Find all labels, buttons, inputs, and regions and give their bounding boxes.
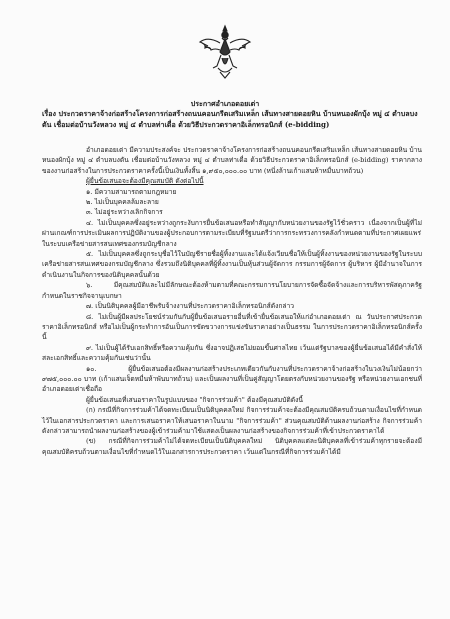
qualification-item: ๙. ไม่เป็นผู้ได้รับเอกสิทธิ์หรือความคุ้มกัน ซึ่งอาจปฏิเสธไม่ยอมขึ้นศาลไทย เว้นแต่รัฐบาลของผู้ยื่นข้อเสนอได้มีคำสั่งให้สละเอกสิทธิ์และความคุ้มกันเช่นว่านั้น — [42, 343, 422, 363]
qualification-item: ๕. ไม่เป็นบุคคลซึ่งถูกระบุชื่อไว้ในบัญชีรายชื่อผู้ทิ้งงานและได้แจ้งเวียนชื่อให้เป็นผู้ทิ้งงานของหน่วยงานของรัฐในระบบเครือข่ายสารสนเทศของกรมบัญชีกลาง ซึ่งรวมถึงนิติบุคคลที่ผู้ทิ้งงานเป็นหุ้นส่วนผู้จัดการ กรรมการผู้จัดการ ผู้บริหาร ผู้มีอำนาจในการดำเนินงานในกิจการของนิติบุคคลนั้นด้วย — [42, 250, 422, 279]
subject-text: ประกวดราคาจ้างก่อสร้างโครงการก่อสร้างถนนคอนกรีตเสริมเหล็ก เส้นทางสายดอยหิน บ้านหนองผักบุ้ง หมู่ ๔ ตำบลบงตัน เชื่อมต่อบ้านวังหลวง หมู่ ๔ ตำบลท่าเดื่อ ด้วยวิธีประกวดราคาอิเล็กทรอนิกส์ (e-bidding) — [42, 109, 418, 129]
subject-label: เรื่อง — [42, 109, 56, 118]
intro-paragraph: อำเภอดอยเต่า มีความประสงค์จะ ประกวดราคาจ้างโครงการก่อสร้างถนนคอนกรีตเสริมเหล็ก เส้นทางสายดอยหิน บ้านหนองผักบุ้ง หมู่ ๔ ตำบลบงตัน เชื่อมต่อบ้านวังหลวง หมู่ ๔ ตำบลท่าเดื่อ ด้วยวิธีประกวดราคาอิเล็กทรอนิกส์ (e-bidding) ราคากลางของงานก่อสร้างในการประกวดราคาครั้งนี้เป็นเงินทั้งสิ้น ๑,๙๕๐,๐๐๐.๐๐ บาท (หนึ่งล้านเก้าแสนห้าหมื่นบาทถ้วน) — [42, 146, 422, 175]
qualification-heading: ผู้ยื่นข้อเสนอจะต้องมีคุณสมบัติ ดังต่อไปนี้ — [86, 177, 204, 186]
joint-venture-clause-a: (ก) กรณีที่กิจการร่วมค้าได้จดทะเบียนเป็นนิติบุคคลใหม่ กิจการร่วมค้าจะต้องมีคุณสมบัติครบถ้วนตามเงื่อนไขที่กำหนดไว้ในเอกสารประกวดราคา และการเสนอราคาให้เสนอราคาในนาม "กิจการร่วมค้า" ส่วนคุณสมบัติด้านผลงานก่อสร้าง กิจการร่วมค้าดังกล่าวสามารถนำผลงานก่อสร้างของผู้เข้าร่วมค้ามาใช้แสดงเป็นผลงานก่อสร้างของกิจการร่วมค้าที่เข้าประกวดราคาได้ — [42, 406, 422, 435]
joint-venture-heading: ผู้ยื่นข้อเสนอที่เสนอราคาในรูปแบบของ "กิจการร่วมค้า" ต้องมีคุณสมบัติดังนี้ — [86, 395, 303, 404]
qualification-item: ๑. มีความสามารถตามกฎหมาย — [86, 187, 177, 196]
qualification-item: ๖. มีคุณสมบัติและไม่มีลักษณะต้องห้ามตามที่คณะกรรมการนโยบายการจัดซื้อจัดจ้างและการบริหารพัสดุภาครัฐกำหนดในราชกิจจานุเบกษา — [42, 281, 422, 300]
qualification-item: ๓. ไม่อยู่ระหว่างเลิกกิจการ — [86, 208, 163, 217]
qualification-item: ๔. ไม่เป็นบุคคลซึ่งอยู่ระหว่างถูกระงับการยื่นข้อเสนอหรือทำสัญญากับหน่วยงานของรัฐไว้ชั่วคราว เนื่องจากเป็นผู้ที่ไม่ผ่านเกณฑ์การประเมินผลการปฏิบัติงานของผู้ประกอบการตามระเบียบที่รัฐมนตรีว่าการกระทรวงการคลังกำหนดตามที่ประกาศเผยแพร่ในระบบเครือข่ายสารสนเทศของกรมบัญชีกลาง — [42, 218, 422, 248]
qualification-item: ๗. เป็นนิติบุคคลผู้มีอาชีพรับจ้างงานที่ประกวดราคาอิเล็กทรอนิกส์ดังกล่าว — [86, 302, 294, 311]
qualification-item: ๒. ไม่เป็นบุคคลล้มละลาย — [86, 198, 159, 207]
qualification-item: ๑๐. ผู้ยื่นข้อเสนอต้องมีผลงานก่อสร้างประเภทเดียวกันกับงานที่ประกวดราคาจ้างก่อสร้างในวงเงินไม่น้อยกว่า ๙๗๕,๐๐๐.๐๐ บาท (เก้าแสนเจ็ดหมื่นห้าพันบาทถ้วน) และเป็นผลงานที่เป็นคู่สัญญาโดยตรงกับหน่วยงานของรัฐ หรือหน่วยงานเอกชนที่อำเภอดอยเต่าเชื่อถือ — [42, 364, 422, 394]
joint-venture-clause-b: (ข) กรณีที่กิจการร่วมค้าไม่ได้จดทะเบียนเป็นนิติบุคคลใหม่ นิติบุคคลแต่ละนิติบุคคลที่เข้าร่วมค้าทุกรายจะต้องมีคุณสมบัติครบถ้วนตามเงื่อนไขที่กำหนดไว้ในเอกสารการประกวดราคา เว้นแต่ในกรณีที่กิจการร่วมค้าได้มี — [42, 437, 422, 456]
qualification-item: ๘. ไม่เป็นผู้มีผลประโยชน์ร่วมกันกับผู้ยื่นข้อเสนอรายอื่นที่เข้ายื่นข้อเสนอให้แก่อำเภอดอยเต่า ณ วันประกาศประกวดราคาอิเล็กทรอนิกส์ หรือไม่เป็นผู้กระทำการอันเป็นการขัดขวางการแข่งขันราคาอย่างเป็นธรรม ในการประกวดราคาอิเล็กทรอนิกส์ครั้งนี้ — [42, 312, 422, 342]
subject-line — [42, 109, 422, 130]
announcement-title: ประกาศอำเภอดอยเต่า — [190, 99, 260, 108]
garuda-emblem-icon — [196, 22, 254, 80]
announcement-body — [42, 145, 422, 457]
